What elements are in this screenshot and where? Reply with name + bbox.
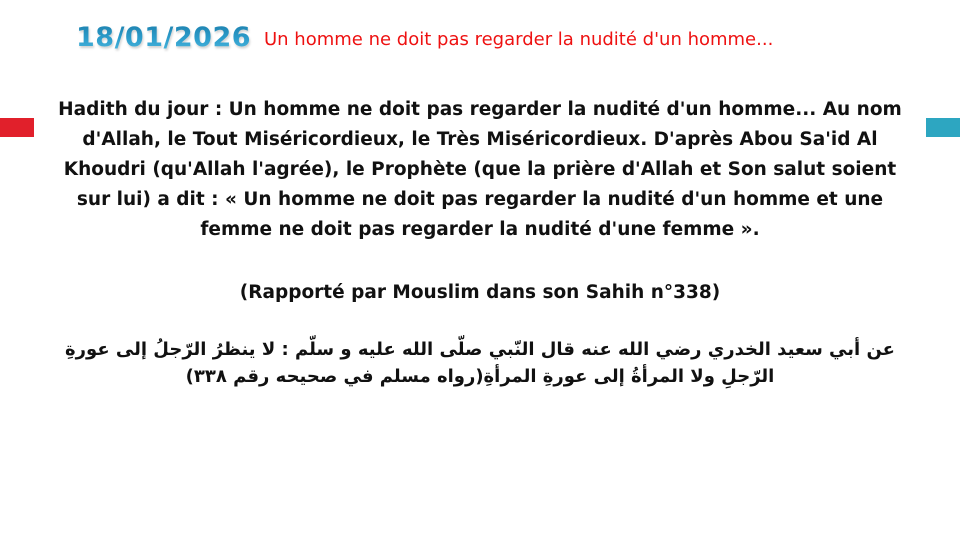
hadith-reference: (Rapporté par Mouslim dans son Sahih n°338) <box>239 282 721 303</box>
hadith-french-paragraph: Hadith du jour : Un homme ne doit pas regarder la nudité d'un homme... Au nom d'Allah, le Tout Miséricordieux, le Très Miséricordieux. D'après Abou Sa'id Al Khoudri (qu'Allah l'agrée), le Prophète (que la prière d'Allah et Son salut soient sur lui) a dit : « Un homme ne doit pas regarder la nudité d'un homme et une femme ne doit pas regarder la nudité d'une femme ». <box>58 99 902 240</box>
hadith-french-text <box>45 95 915 245</box>
left-accent-bar <box>0 118 34 137</box>
slide-subtitle: Un homme ne doit pas regarder la nudité d'un homme... <box>264 29 774 50</box>
right-accent-bar <box>926 118 960 137</box>
slide-date: 18/01/2026 <box>76 18 251 58</box>
hadith-arabic-text: عن أبي سعيد الخدري رضي الله عنه قال النّبي صلّى الله عليه و سلّم : لا ينظرُ الرّجلُ إلى عورةِ الرّجلِ ولا المرأةُ إلى عورةِ المرأةِ(رواه مسلم في صحيحه رقم ٣٣٨) <box>65 339 895 387</box>
